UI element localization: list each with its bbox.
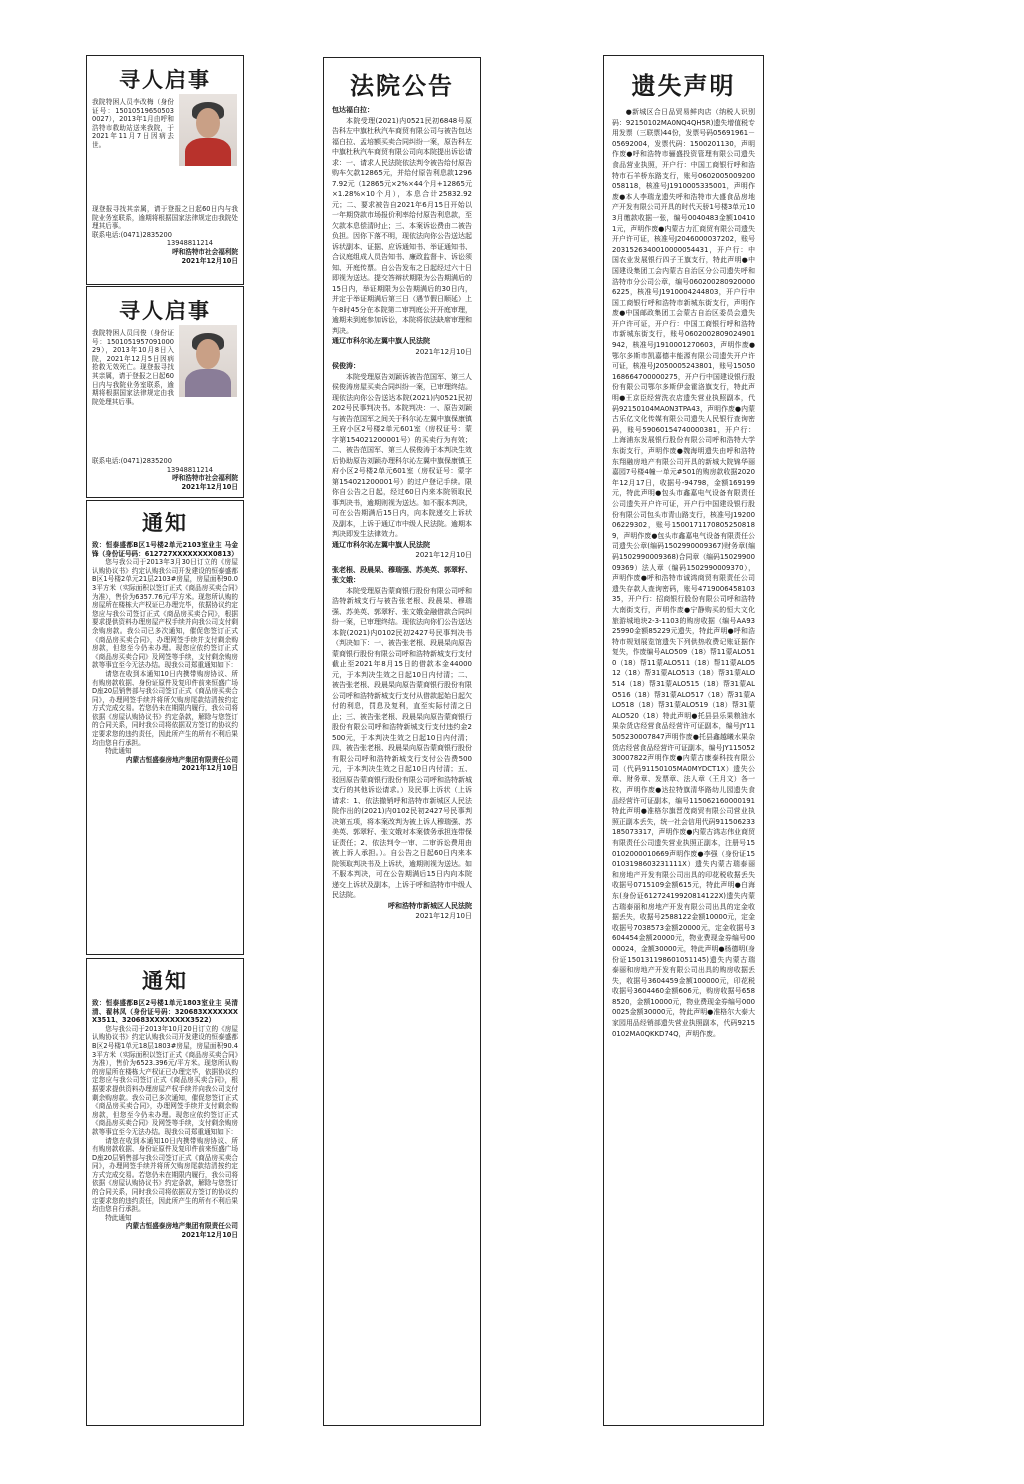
section-date: 2021年12月10日 bbox=[415, 347, 472, 356]
notice-date: 2021年12月10日 bbox=[181, 764, 238, 773]
court-title: 法院公告 bbox=[350, 71, 454, 100]
lost-statement-body: ●新城区合日品贸易鲜肉店（纳税人识别码：92150102MA0NQ4QH5R)遗失增值税专用发票（三联票)44份，发票号码05691961－05692004，发票代码：1500201130，声明作废●呼和浩特市骊盛投资管理有限公司遗失食品营业执照，开户行：中国工商银行呼和浩特市石羊桥东路支行，账号0602005009200058118，核准号J1910005335001，声明作废●本人李瑞龙遗失呼和浩特市大盛食品房地产开发有限公司开具的时代天骄1号楼3单元103月缴款收据一张，编号0040483金额104101元，声明作废●内蒙古力汇商贸有限公司遗失开户许可证，核准号J2046000037202，账号2031526340010000054431，开户行：中国农业发展银行四子王旗支行，特此声明●中国建设集团工会内蒙古自治区分公司遗失呼和浩特市分公司公章，编号0602002809200006225，核准号J1910004244803，开户行中国工商银行呼和浩特市新城东街支行，声明作废●中国邮政集团工会蒙古自治区委员会遗失开户许可证，开户行：中国工商银行呼和浩特市新城东街支行，账号0602002809024901942，核准号J1910001270603，声明作废●鄂尔多斯市凯嘉德丰能源有限公司遗失开户许可证，核准号J2050005243801，账号15050168664700000275，开户行中国建设银行股份有限公司鄂尔多斯伊金霍洛旗支行，特此声明●王京臣经营洗衣店遗失营业执照副本，代码92150104MA0N3TPA43，声明作废●内蒙古乐亿文化传媒有限公司遗失人民银行查询密码，账号59060154740000381，开户行：上海浦东发展银行股份有限公司呼和浩特大学东街支行，声明作废●魏海明遗失由呼和浩特东翔融房地产有限公司开具的新城大院锦华丽嘉园7号楼4幢一单元#501的购房款收据2020年12月17日，收据号-94798，金额169199元，特此声明●包头市鑫嘉电气设备有限责任公司遗失开户许可证，开户行中国建设银行股份有限公司包头市青山路支行，核准号J1920006229302，账号15001711708052508189，声明作废●包头市鑫嘉电气设备有限责任公司遗失公章(编码1502990009367)财务章(编码1502990009368)合同章（编码1502990009369）法人章（编码1502990009370），声明作废●呼和浩特市诚鸿商贸有限责任公司遗失存款人查询密码，账号471900645810335，开户行：招商银行股份有限公司呼和浩特大南街支行，声明作废●宁静购买的恒大文化旅游城地块2-3-1103的购房收据（编号AA9325990金额85229元遗失，特此声明●呼和浩特市规划展览馆遗失下列供热收费记账证据作复失，作废编号ALO509（18）帮11蒙ALO510（18）帮11蒙ALO511（18）帮11蒙ALO512（18）帮31蒙ALO513（18）帮31蒙ALO514（18）帮31蒙ALO515（18）帮31蒙ALO516（18）帮31蒙ALO517（18）帮31蒙ALO518（18）帮31蒙ALO519（18）帮31蒙ALO520（18）特此声明●托县县乐果粮油水果杂货店经营食品经营许可证副本，编号JY11505230007847声明作废●托县鑫越曦水果杂货店经营食品经营许可证副本，编号JY11505230007822声明作废●内蒙古康泰科技有限公司（代码91150105MA0MYDCT1X）遗失公章、财务章、发票章、法人章（王月文）各一枚，声明作废●达拉特旗清华路幼儿园遗失食品经营许可证副本，编号115062160000191特此声明●准格尔旗晋茂商贸有限公司营业执照正副本丢失，统一社会信用代码911506233185073317，声明作废●内蒙古鸿志伟业商贸有限责任公司遗失营业执照正副本，注册号150102000010669声明作废●李强（身份证150103198603231111X）遗失内蒙古瑞泰丽和房地产开发有限公司出具的印花税收据丢失收据号0715109金额615元，特此声明●白海东(身份证61272419920814122X)遗失内蒙古瑞泰丽和房地产开发有限公司出具的定金收据丢失，收据号2588122金额10000元，定金收据号7038573金额20000元，定金收据号3604454金额20000元，物业费现金券编号0000024，金额30000元，特此声明●杨德明(身份证150131198601051145)遗失内蒙古瑞泰丽和房地产开发有限公司出具的购房收据丢失，收据号3604459金额100000元，印花税收据号3604460金额606元，购房收据号6588520，金额10000元，物业费现金券编号0000025金额30000元，特此声明●准格尔大泰大家园用品经销部遗失营业执照副本，代码92150102MA0QKKD74Q，声明作废。 bbox=[612, 108, 755, 1038]
court-announcement-column bbox=[323, 57, 481, 1426]
notice-title: 寻人启事 bbox=[119, 298, 211, 323]
notice-org: 内蒙古恒盛泰房地产集团有限责任公司 bbox=[125, 755, 238, 764]
notice-body-2: 请您在收到本通知10日内携带购房协议、所有购房款收据、身份证原件及复印件前来恒盛广场D座20层销售部与我公司签订正式《商品房买卖合同》，办理网签手续并将所欠购房尾款结清按约定方式完成交易。若您仍未在期限内履行，我公司将依据《房屋认购协议书》约定条款，解除与您签订的合同关系，同时我公司将依据双方签订的协议约定要求您的违约责任，因此所产生的所有不利后果均由您自行承担。 bbox=[92, 669, 238, 747]
contact-phone: 联系电话:(0471)2835200 bbox=[92, 230, 172, 239]
lost-statement-title: 遗失声明 bbox=[631, 71, 736, 100]
notice-date: 2021年12月10日 bbox=[181, 482, 238, 491]
section-body: 本院受理原告蒙商银行股份有限公司呼和浩特新城支行与被告张老根、段晨杲、穆瑞强、苏美英、郭翠籽、张文娥金融借款合同纠纷一案，已审理终结。现依法向你们公告送达本院(2021)内0102民初2427号民事判决书（判决如下：一、被告张老根、段晨杲向原告蒙商银行股份有限公司呼和浩特新城支行支付截止至2021年8月15日的借款本金44000元，于本判决生效之日起10日内付清；二、被告张老根、段晨杲向原告蒙商银行股份有限公司呼和浩特新城支行支付从借款起始日起欠付的利息，罚息及复利，直至实际付清之日止；三、被告张老根、段晨杲向原告蒙商银行股份有限公司呼和浩特新城支行支付违约金2500元，于本判决生效之日起10日内付清；四、被告张老根、段晨杲向原告蒙商银行股份有限公司呼和浩特新城支行支付公告费500元，于本判决生效之日起10日内付清；五、驳回原告蒙商银行股份有限公司呼和浩特新城支行的其他诉讼请求。）及民事上诉状（上诉请求：1、依法撤销呼和浩特市新城区人民法院作出的(2021)内0102民初2427号民事判决第五项，将本案改判为被上诉人穆瑞强、苏美英、郭翠籽、张文娥对本案债务承担连带保证责任；2、依法判令一审、二审诉讼费用由被上诉人承担。）。自公告之日起60日内来本院领取判决书及上诉状，逾期则视为送达。如不服本判决，可在公告期满后15日内向本院递交上诉状及副本，上诉于呼和浩特市中级人民法院。 bbox=[332, 586, 472, 899]
notice-title: 寻人启事 bbox=[119, 67, 211, 92]
court-name: 通辽市科尔沁左翼中旗人民法院 bbox=[332, 540, 430, 549]
notice-body: 您与我公司于2013年10月20日订立的《房屋认购协议书》约定认购我公司开发建设的恒泰盛都B区2号楼1单元18层1803#房屋，房屋面积90.43平方米（实际面积以签订正式《商品房买卖合同》为准），售价为6523.396元/平方米。现您所认购的房屋所在楼栋大产权证已办理完毕，依据协议约定您应与我公司签订正式《商品房买卖合同》，根据要求提供资料办理房屋产权手续并向我公司支付剩余购房款。我公司已多次通知，催促您签订正式《商品房买卖合同》，办理网签手续并支付剩余购房款，但您至今仍未办理。现您应依约签订正式《商品房买卖合同》及网签等手续，支付剩余购房款等事宜至今无法办结。现我公司郑重通知如下： bbox=[92, 1024, 238, 1136]
court-section-3 bbox=[324, 565, 480, 922]
court-section-1 bbox=[324, 105, 480, 357]
notice-body: 您与我公司于2013年3月30日订立的《房屋认购协议书》约定认购我公司开发建设的恒泰盛都B区1号楼2单元21层2103#房屋，房屋面积90.03平方米（实际面积以签订正式《商品房买卖合同》为准），售价为6357.76元/平方米。现您所认购的房屋所在楼栋大产权证已办理完毕，依据协议约定您应与我公司签订正式《商品房买卖合同》，根据要求提供资料办理房屋产权手续并向我公司支付剩余购房款。我公司已多次通知，催促您签订正式《商品房买卖合同》，办理网签手续并支付剩余购房款，但您至今仍未办理。现您应依约签订正式《商品房买卖合同》及网签等手续，支付剩余购房款等事宜至今无法办结。现我公司郑重通知如下： bbox=[92, 558, 238, 670]
section-date: 2021年12月10日 bbox=[415, 551, 472, 559]
notice-org: 呼和浩特市社会福利院 bbox=[172, 247, 238, 256]
notice-date: 2021年12月10日 bbox=[181, 1231, 238, 1240]
lost-statement-column bbox=[603, 55, 764, 1426]
notice-body: 现登报寻找其亲属，请于登报之日起60日内与我院业务室联系，逾期将根据国家法律规定由我院处理其后事。 bbox=[92, 205, 238, 231]
notice-title: 通知 bbox=[142, 510, 188, 535]
notice-recipient: 致：恒泰盛都B区1号楼2单元2103室业主 马金锋（身份证号码：612727XXXXXXXX0813） bbox=[92, 541, 238, 558]
section-date: 2021年12月10日 bbox=[415, 912, 472, 920]
court-name: 通辽市科尔沁左翼中旗人民法院 bbox=[332, 337, 430, 345]
notice-org: 呼和浩特市社会福利院 bbox=[172, 474, 238, 483]
section-body: 本院受理(2021)内0521民初6848号原告科左中旗杜秋汽车商贸有限公司与被告包达福白拉、孟培额买卖合同纠纷一案，原告科左中旗杜秋汽车商贸有限公司向本院提出诉讼请求：一、请求人民法院依法判令被告给付原告购车欠款12865元，并给付原告利息款12967.92元（12865元×2%×44个月+12865元×1.28%×10个月），本息合计25832.92元；二、要求被告自2021年6月15日开始以一年期贷款市场报价利率给付原告利息款，至欠款本息偿清时止；三、本案诉讼费由二被告负担。因你下落不明，现依法向你公告送达起诉状副本、证据、应诉通知书、举证通知书、合议庭组成人员告知书、廉政监督卡、诉讼须知、开庭传票。自公告发布之日起经过六十日即视为送达。提交答辩状期限为公告期满后的15日内，举证期限为公告期满后的30日内，并定于举证期满后第三日（遇节假日顺延）上午8时45分在本院第二审判庭公开开庭审理，逾期未到庭参加诉讼，本院将依法缺席审理和判决。 bbox=[332, 116, 472, 335]
notice-search-person-1 bbox=[86, 55, 244, 285]
notice-body-2: 请您在收到本通知10日内携带购房协议、所有购房款收据、身份证原件及复印件前来恒盛广场D座20层销售部与我公司签订正式《商品房买卖合同》，办理网签手续并将所欠购房尾款结清按约定方式完成交易。若您仍未在期限内履行，我公司将依据《房屋认购协议书》约定条款，解除与您签订的合同关系，同时我公司将依据双方签订的协议约定要求您的违约责任，因此所产生的所有不利后果均由您自行承担。 bbox=[92, 1136, 238, 1214]
contact-phone-2: 13948811214 bbox=[166, 239, 213, 248]
notice-intro: 我院特困人员闫俊（身份证号：150105195709100029），2013年10月8日入院，2021年12月5日因病抢救无效死亡。现登报寻找其亲属，请于登报之日起60日内与我院业务室联系，逾期将根据国家法律规定由我院处理其后事。 bbox=[92, 329, 174, 406]
section-recipient: 侯俊涛： bbox=[332, 362, 360, 370]
person-photo bbox=[179, 94, 237, 166]
notice-intro: 我院特困人员李改梅（身份证号：150105196505030027），2013年1月由呼和浩特市救助站送来我院，于2021年11月7日因病去世。 bbox=[92, 98, 174, 149]
notice-recipient: 致：恒泰盛都B区2号楼1单元1803室业主 吴清清、翟林凤（身份证号码：320683XXXXXXXX3511、320683XXXXXXXX3522） bbox=[92, 999, 238, 1025]
notice-homeowner-1 bbox=[86, 500, 244, 955]
contact-phone: 联系电话:(0471)2835200 bbox=[92, 457, 172, 465]
notice-date: 2021年12月10日 bbox=[181, 256, 238, 265]
notice-search-person-2 bbox=[86, 286, 244, 498]
notice-title: 通知 bbox=[142, 968, 188, 993]
person-photo bbox=[179, 325, 237, 397]
contact-phone-2: 13948811214 bbox=[166, 465, 213, 474]
notice-homeowner-2 bbox=[86, 958, 244, 1426]
court-name: 呼和浩特市新城区人民法院 bbox=[388, 901, 472, 910]
notice-special: 特此通知 bbox=[105, 1213, 132, 1222]
notice-special: 特此通知 bbox=[105, 747, 132, 756]
notice-org: 内蒙古恒盛泰房地产集团有限责任公司 bbox=[125, 1222, 238, 1231]
section-recipient: 张老根、段晨杲、穆瑞强、苏美英、郭翠籽、张文娥： bbox=[332, 565, 472, 584]
section-recipient: 包达福白拉： bbox=[332, 106, 374, 114]
court-section-2 bbox=[324, 361, 480, 561]
section-body: 本院受理原告刘颖诉被告范国军、第三人侯俊涛房屋买卖合同纠纷一案，已审理终结。现依法向你公告送达本院(2021)内0521民初202号民事判决书。本院判决：一、原告刘颖与被告范国军之间关于科尔沁左翼中旗保康镇王府小区2号楼2单元601室（房权证号：蒙字第154021200001号）的买卖行为有效；二、被告范国军、第三人侯俊涛于本判决生效后协助原告刘颖办理科尔沁左翼中旗保康镇王府小区2号楼2单元601室（房权证号：蒙字第154021200001号）的过户登记手续。限你自公告之日起，经过60日内来本院领取民事判决书，逾期则视为送达。如不服本判决，可在公告期满后15日内，向本院递交上诉状及副本，上诉于通辽市中级人民法院。逾期本判决即发生法律效力。 bbox=[332, 372, 472, 538]
